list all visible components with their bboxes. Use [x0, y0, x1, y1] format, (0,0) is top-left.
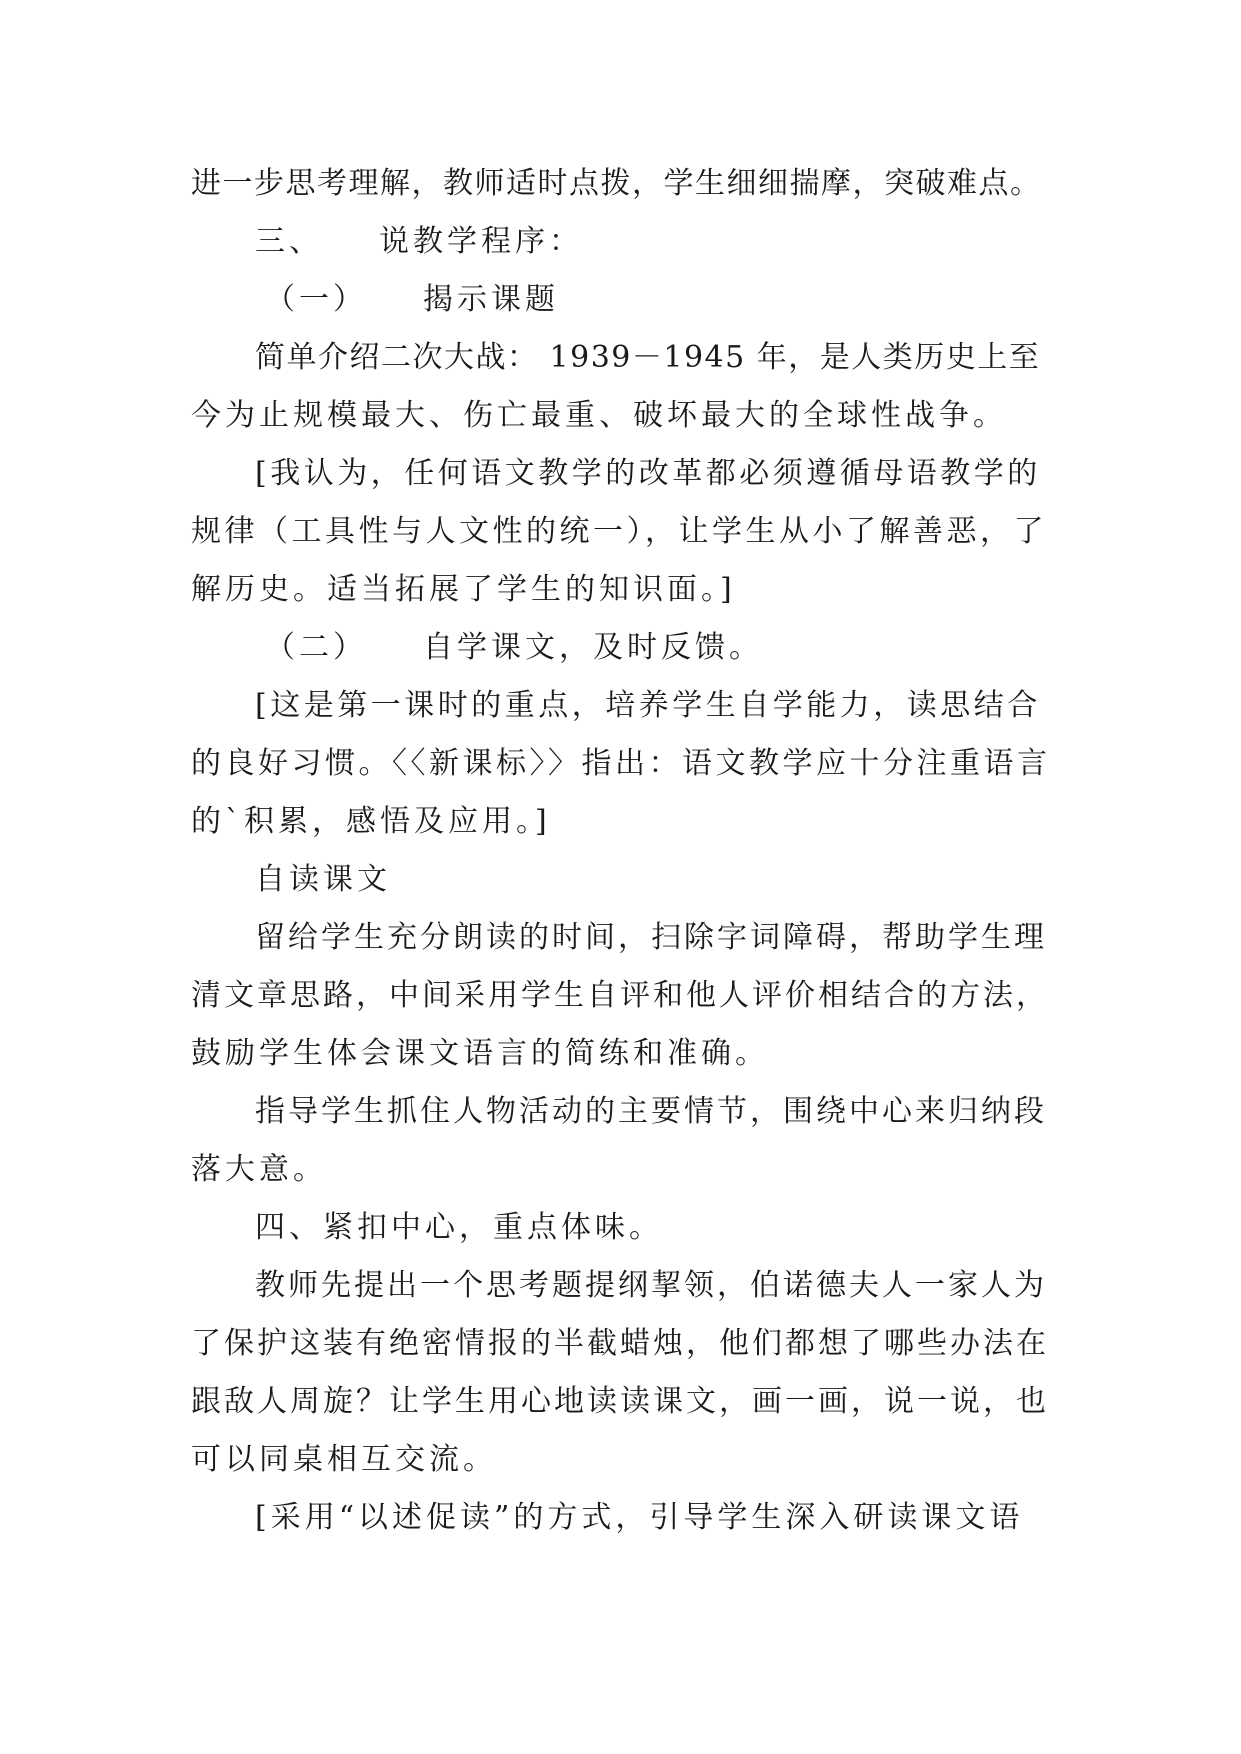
paragraph-line: 自读课文 [255, 862, 391, 897]
paragraph-line: 解历史。适当拓展了学生的知识面。] [191, 572, 736, 607]
paragraph-line: 可以同桌相互交流。 [191, 1442, 497, 1477]
section-heading [191, 213, 1051, 271]
paragraph-line: [这是第一课时的重点，培养学生自学能力，读思结合 [255, 688, 1041, 723]
paragraph-line: 今为止规模最大、伤亡最重、破坏最大的全球性战争。 [191, 398, 1007, 433]
subsection-title: 揭示课题 [423, 282, 559, 317]
paragraph-line: 留给学生充分朗读的时间，扫除字词障碍，帮助学生理 [255, 920, 1047, 955]
document-page [191, 155, 1051, 1547]
subsection-title: 自学课文，及时反馈。 [423, 630, 763, 665]
paragraph-line: 指导学生抓住人物活动的主要情节，围绕中心来归纳段 [255, 1094, 1047, 1129]
paragraph-line: 鼓励学生体会课文语言的简练和准确。 [191, 1036, 769, 1071]
paragraph-line: 进一步思考理解，教师适时点拨，学生细细揣摩，突破难点。 [191, 166, 1042, 201]
paragraph-line: 清文章思路，中间采用学生自评和他人评价相结合的方法， [191, 978, 1049, 1013]
paragraph-line: 的良好习惯。〈〈新课标〉〉指出：语文教学应十分注重语言 [191, 746, 1051, 781]
paragraph-line: 跟敌人周旋？让学生用心地读读课文，画一画，说一说，也 [191, 1384, 1049, 1419]
subsection-heading [191, 271, 1051, 329]
section-title: 说教学程序： [379, 224, 583, 259]
paragraph-line: 的`积累，感悟及应用。] [191, 804, 551, 839]
paragraph-line: 简单介绍二次大战： 1939－1945 年，是人类历史上至 [255, 340, 1041, 375]
subsection-heading [191, 619, 1051, 677]
paragraph-line: [采用“以述促读”的方式，引导学生深入研读课文语 [255, 1500, 1024, 1535]
subsection-number: （二） [265, 630, 367, 665]
paragraph-line: 教师先提出一个思考题提纲挈领，伯诺德夫人一家人为 [255, 1268, 1047, 1303]
paragraph-line: 四、紧扣中心，重点体味。 [255, 1210, 663, 1245]
paragraph-line: 落大意。 [191, 1152, 327, 1187]
paragraph-line: [我认为，任何语文教学的改革都必须遵循母语教学的 [255, 456, 1041, 491]
paragraph-line: 了保护这装有绝密情报的半截蜡烛，他们都想了哪些办法在 [191, 1326, 1049, 1361]
section-number: 三、 [255, 224, 323, 259]
subsection-number: （一） [265, 282, 367, 317]
paragraph-line: 规律（工具性与人文性的统一），让学生从小了解善恶，了 [191, 514, 1047, 549]
